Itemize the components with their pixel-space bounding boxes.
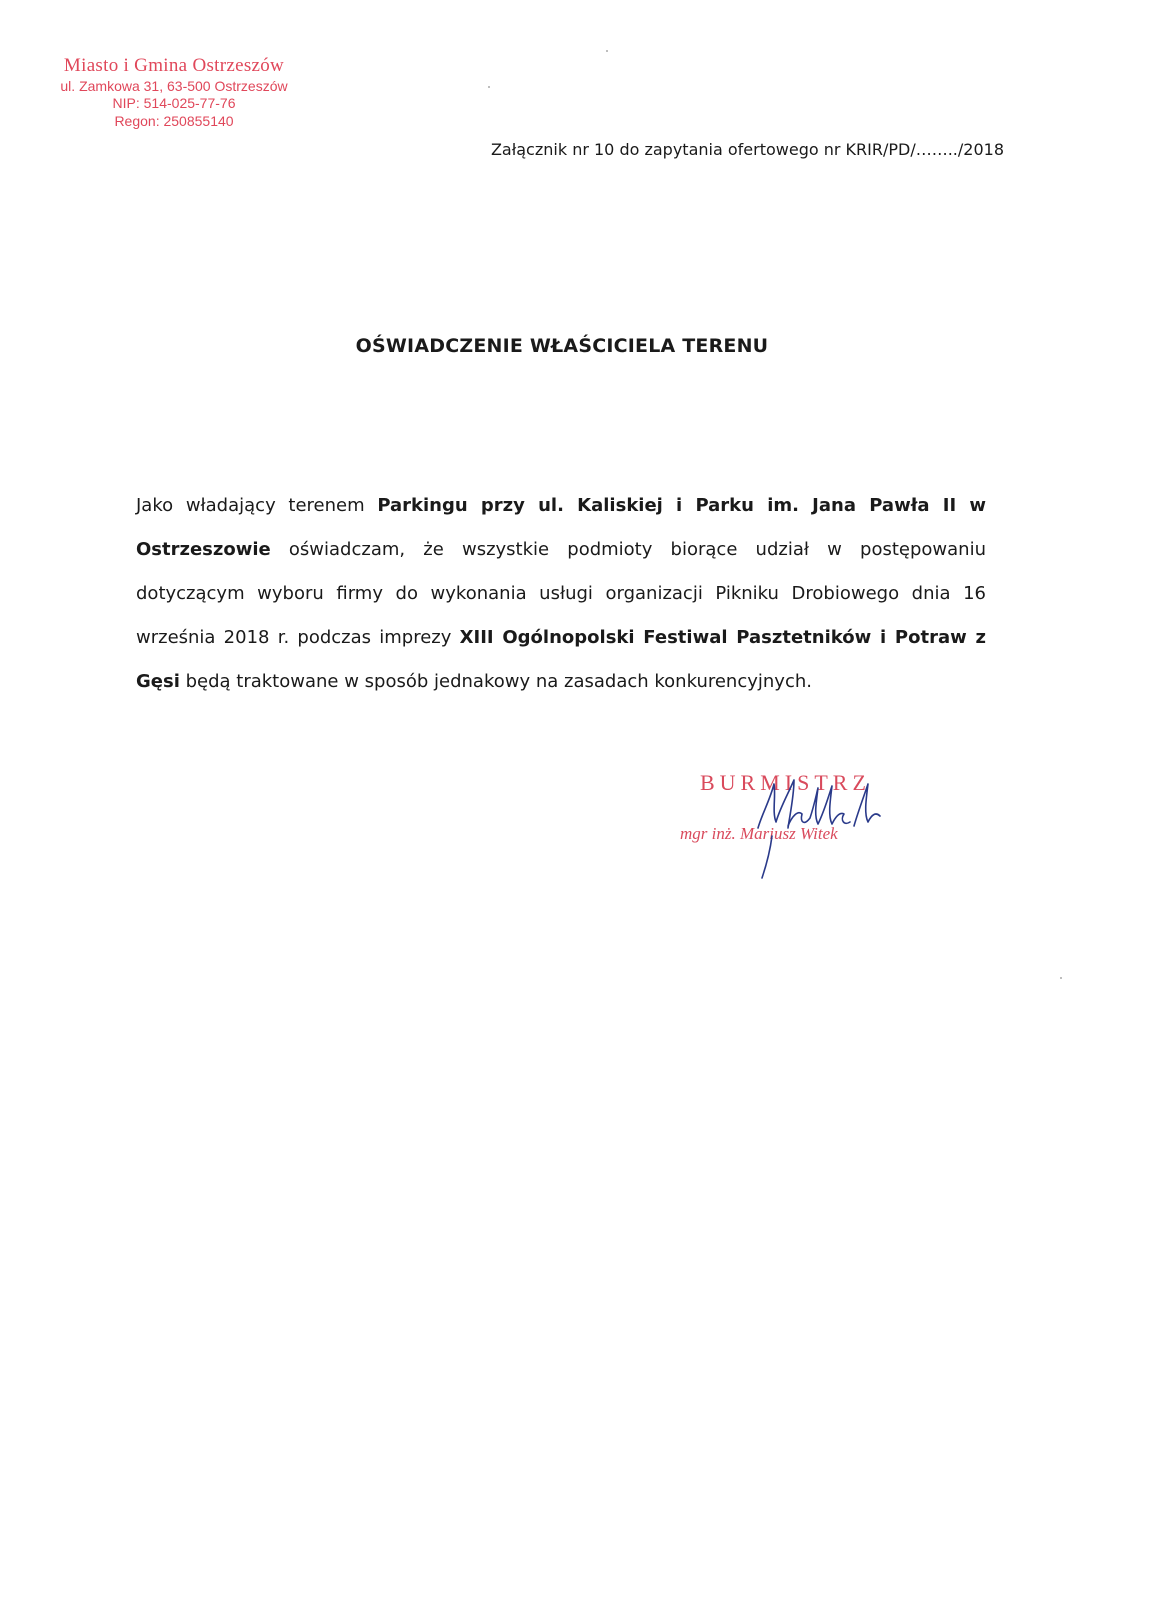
body-text-1: Jako władający terenem bbox=[136, 495, 378, 516]
stamp-title: Miasto i Gmina Ostrzeszów bbox=[63, 55, 285, 76]
body-text-3: będą traktowane w sposób jednakowy na zasadach konkurencyjnych. bbox=[179, 671, 812, 692]
stamp-name: mgr inż. Mariusz Witek bbox=[680, 824, 838, 843]
attachment-reference: Załącznik nr 10 do zapytania ofertowego nr KRIR/PD/……../2018 bbox=[490, 140, 1004, 159]
body-bold-event: XIII Ogólnopolski Festiwal Pasztetników i Potraw z Gęsi bbox=[136, 627, 986, 692]
handwritten-signature bbox=[736, 766, 896, 886]
stamp-address: ul. Zamkowa 31, 63-500 Ostrzeszów bbox=[60, 77, 288, 94]
scan-speck bbox=[606, 50, 608, 52]
scan-speck bbox=[488, 86, 490, 88]
header-stamp bbox=[44, 54, 304, 130]
stamp-nip: NIP: 514-025-77-76 bbox=[112, 95, 236, 112]
scan-speck bbox=[1060, 977, 1062, 979]
stamp-regon: Regon: 250855140 bbox=[114, 112, 234, 129]
stamp-role: BURMISTRZ bbox=[700, 770, 871, 795]
statement-body bbox=[136, 484, 986, 704]
document-title: OŚWIADCZENIE WŁAŚCICIELA TERENU bbox=[355, 335, 769, 357]
body-text-2: oświadczam, że wszystkie podmioty biorące udział w postępowaniu dotyczącym wyboru firmy do wykonania usługi organizacji Pikniku Drobiowego dnia 16 września 2018 r. podczas imprezy bbox=[136, 539, 986, 648]
signature-stamp bbox=[676, 766, 936, 886]
body-bold-location: Parkingu przy ul. Kaliskiej i Parku im. Jana Pawła II w Ostrzeszowie bbox=[136, 495, 986, 560]
